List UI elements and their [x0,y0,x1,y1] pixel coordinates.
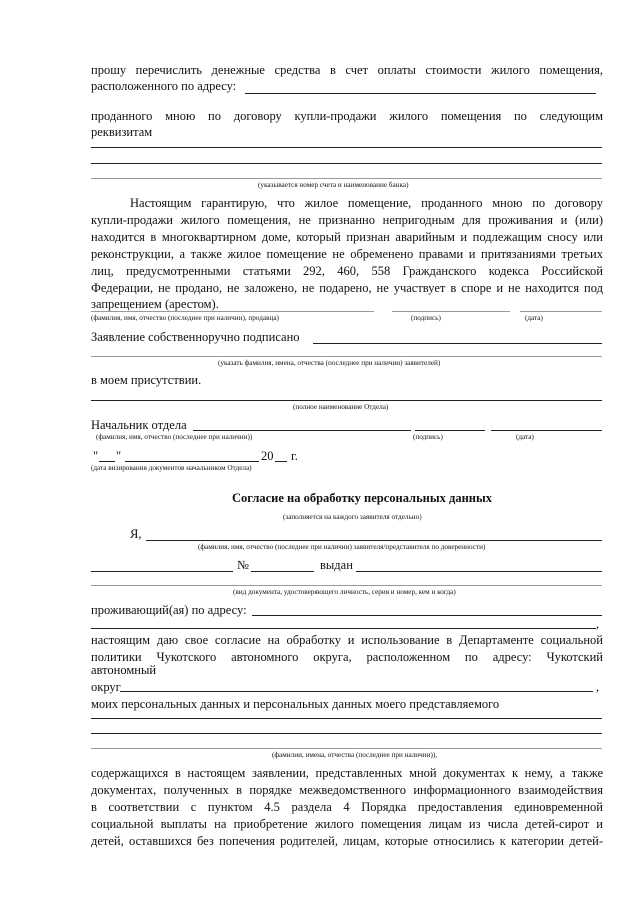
paragraph-line: лиц, предусмотренными статьями 292, 460, 558 Гражданского кодекса Российской [91,264,603,278]
okrug-fill-line[interactable] [120,691,593,692]
paragraph-line: запрещением (арестом). [91,297,219,311]
seller-date-line[interactable] [520,311,602,312]
final-line: социальной выплаты на приобретение жилого помещения лицам из числа детей-сирот и [91,817,603,831]
represented-fill-line[interactable] [91,748,602,749]
date-year-prefix: 20 [261,449,274,463]
consent-line: моих персональных данных и персональных данных моего представляемого [91,697,500,711]
head-signature-caption: (подпись) [413,433,443,441]
presence-text: в моем присутствии. [91,373,202,387]
okrug-label: округ [91,680,121,694]
signature-caption: (подпись) [411,314,441,322]
represented-fill-line[interactable] [91,733,602,734]
head-name-caption: (фамилия, имя, отчество (последнее при наличии)) [96,433,253,441]
applicants-fill-line[interactable] [91,356,602,357]
consent-line: автономный [91,663,157,677]
address-fill-line[interactable] [245,93,596,94]
applicants-caption: (указать фамилия, имена, отчества (последнее при наличии) заявителей) [218,359,441,367]
department-caption: (полное наименование Отдела) [293,403,389,411]
final-line: детей, оставшихся без попечения родителей, лицам, которые относились к категории детей- [91,834,603,848]
residing-label: проживающий(ая) по адресу: [91,603,247,617]
date-caption: (дата) [525,314,543,322]
seller-name-line[interactable] [91,311,374,312]
paragraph-line: реконструкции, а также жилое помещение не обременено правами и притязаниями третьих [91,247,603,261]
date-month-line[interactable] [125,461,259,462]
seller-caption: (фамилия, имя, отчество (последнее при наличии), продавца) [91,314,279,322]
head-date-caption: (дата) [516,433,534,441]
seller-signature-line[interactable] [392,311,510,312]
residing-fill-line[interactable] [91,628,596,629]
issued-label: выдан [320,558,353,572]
issued-by-line[interactable] [356,571,602,572]
signed-label: Заявление собственноручно подписано [91,330,300,344]
residing-fill-line[interactable] [252,615,602,616]
text-line: прошу перечислить денежные средства в счет оплаты стоимости жилого помещения, [91,63,603,77]
i-caption: (фамилия, имя, отчество (последнее при наличии) заявителя/представителя по доверенности) [198,543,486,551]
doc-type-line[interactable] [91,571,233,572]
final-line: содержащихся в настоящем заявлении, представленных мной документах к нему, а также [91,766,603,780]
head-name-line[interactable] [193,430,411,431]
comma: , [596,617,600,631]
head-label: Начальник отдела [91,418,187,432]
paragraph-line: Федерации, не продано, не заложено, не подарено, не участвует в споре и не находится под [91,281,603,295]
number-sign: № [237,558,249,572]
text-line: проданного мною по договору купли-продажи жилого помещения по следующим [91,109,603,123]
text-line: расположенного по адресу: [91,79,237,93]
paragraph-line: находится в многоквартирном доме, который признан аварийным и подлежащим сносу или [91,230,603,244]
comma: , [596,680,600,694]
date-year-suffix: г. [291,449,298,463]
consent-subtitle: (заполняется на каждого заявителя отдельно) [283,513,422,521]
represented-fill-line[interactable] [91,718,602,719]
date-day-line[interactable] [99,461,115,462]
visa-caption: (дата визирования документов начальником Отдела) [91,464,252,472]
requisites-fill-line[interactable] [91,163,602,164]
head-date-line[interactable] [491,430,602,431]
head-signature-line[interactable] [415,430,485,431]
doc-caption: (вид документа, удостоверяющего личность, серия и номер, кем и когда) [233,588,456,596]
bank-caption: (указывается номер счета и наименование банка) [258,181,409,189]
doc-number-line[interactable] [251,571,314,572]
paragraph-line: купли-продажи жилого помещения, не признанно непригодным для проживания и (или) [91,213,603,227]
doc-fill-line[interactable] [91,585,602,586]
date-quote-close: " [116,449,122,463]
represented-caption: (фамилии, имена, отчества (последнее при наличии)), [272,751,438,759]
department-fill-line[interactable] [91,400,602,401]
consent-title: Согласие на обработку персональных данных [232,491,493,505]
signed-fill-line[interactable] [313,343,602,344]
paragraph-line: Настоящим гарантирую, что жилое помещение, проданного мною по договору [130,196,603,210]
final-line: в соответствии с пунктом 4.5 раздела 4 Порядка предоставления единовременной [91,800,603,814]
i-label: Я, [130,527,142,541]
i-fill-line[interactable] [146,540,602,541]
requisites-fill-line[interactable] [91,178,602,179]
consent-line: политики Чукотского автономного округа, расположенном по адресу: Чукотский [91,650,603,664]
final-line: документах, полученных в порядке межведомственного информационного взаимодействия [91,783,603,797]
date-year-line[interactable] [275,461,287,462]
date-quote-open: " [93,449,99,463]
requisites-fill-line[interactable] [91,147,602,148]
consent-line: настоящим даю свое согласие на обработку и использование в Департаменте социальной [91,633,603,647]
text-line: реквизитам [91,125,153,139]
